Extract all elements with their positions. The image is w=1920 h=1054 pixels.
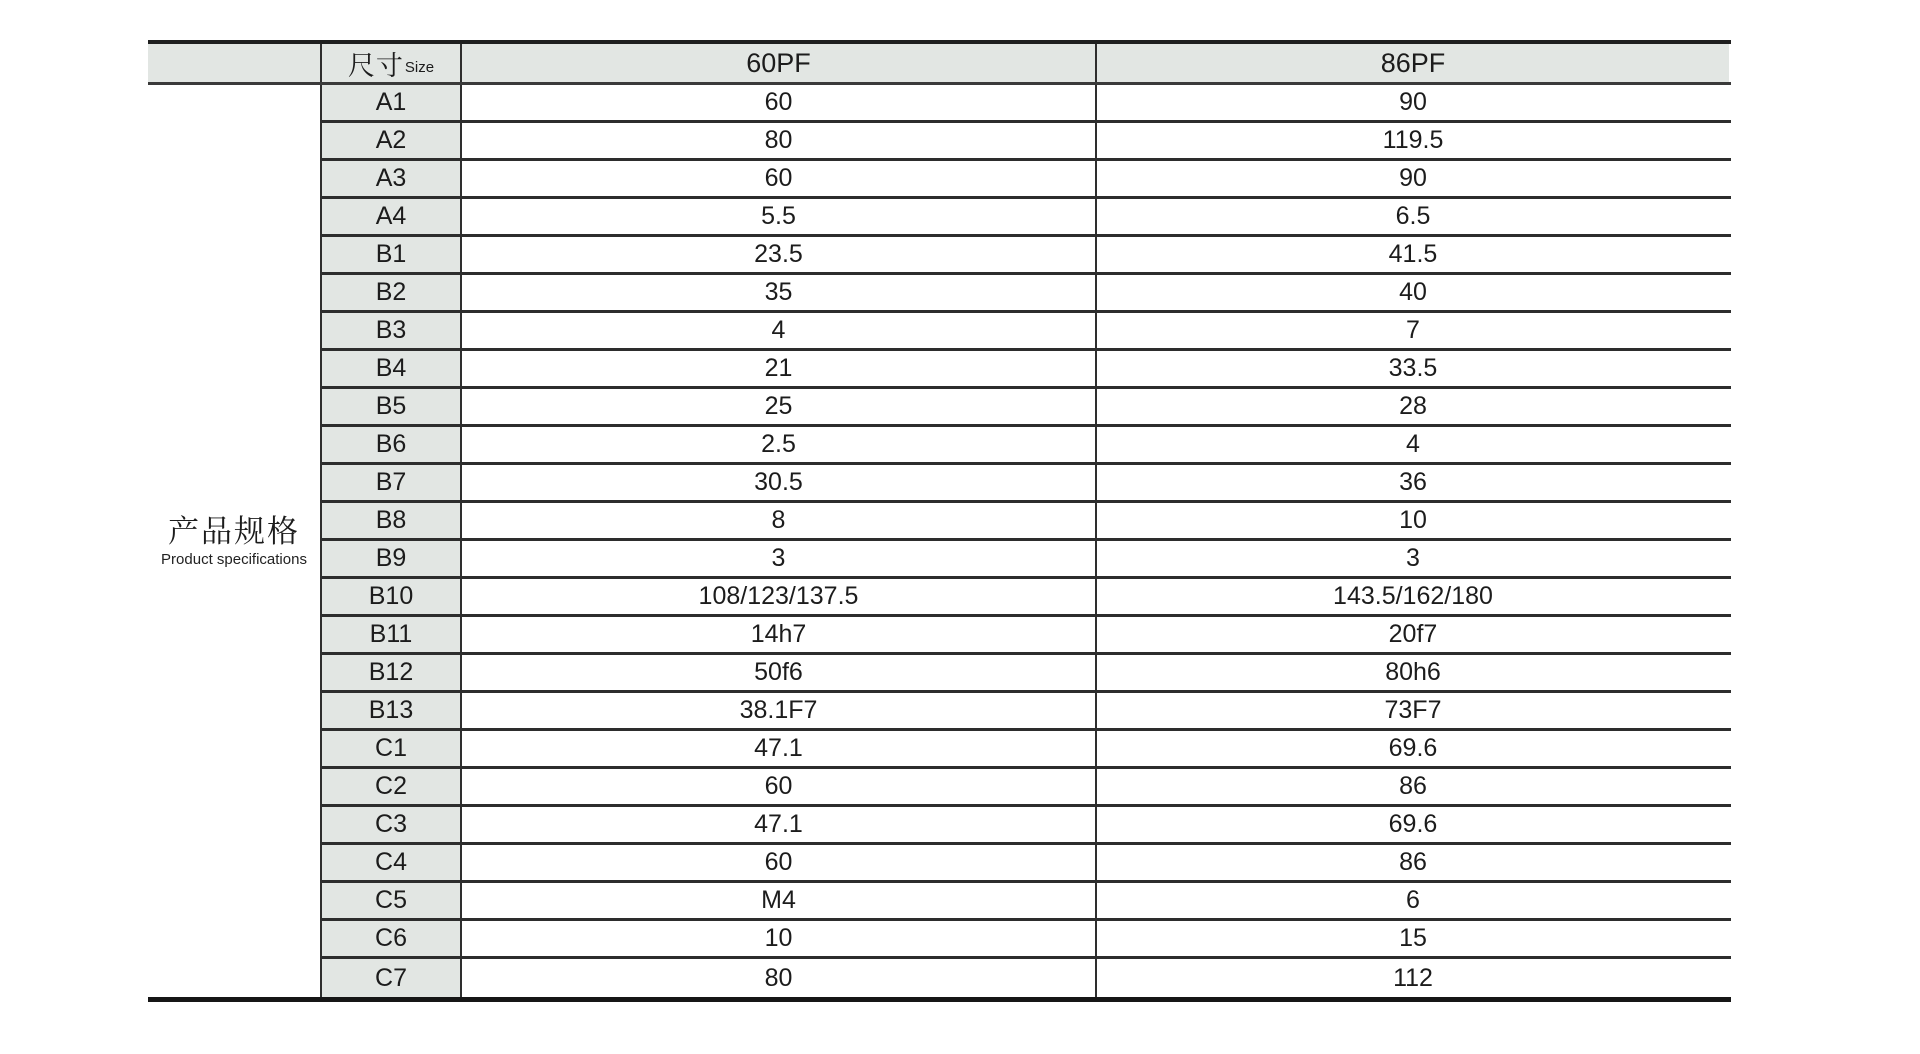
value-60pf-cell: 47.1 (462, 731, 1097, 766)
row-label-cell: B13 (322, 693, 462, 728)
value-86pf-cell: 73F7 (1097, 693, 1729, 728)
table-row (322, 845, 1731, 883)
product-spec-label-zh: 产品规格 (168, 513, 300, 549)
value-60pf-cell: 80 (462, 959, 1097, 997)
value-60pf-cell: M4 (462, 883, 1097, 918)
value-86pf-cell: 143.5/162/180 (1097, 579, 1729, 614)
value-86pf-cell: 40 (1097, 275, 1729, 310)
table-body (148, 85, 1731, 997)
row-label-cell: B4 (322, 351, 462, 386)
value-86pf-cell: 36 (1097, 465, 1729, 500)
value-86pf-cell: 41.5 (1097, 237, 1729, 272)
value-60pf-cell: 38.1F7 (462, 693, 1097, 728)
value-86pf-cell: 69.6 (1097, 807, 1729, 842)
table-row (322, 199, 1731, 237)
row-label-cell: B1 (322, 237, 462, 272)
header-60pf-cell: 60PF (462, 44, 1097, 82)
table-row (322, 655, 1731, 693)
table-row (322, 465, 1731, 503)
value-86pf-cell: 10 (1097, 503, 1729, 538)
value-60pf-cell: 60 (462, 161, 1097, 196)
header-size-zh: 尺寸 (347, 50, 404, 81)
value-60pf-cell: 5.5 (462, 199, 1097, 234)
table-row (322, 769, 1731, 807)
row-label-cell: B2 (322, 275, 462, 310)
table-row (322, 693, 1731, 731)
value-60pf-cell: 47.1 (462, 807, 1097, 842)
value-86pf-cell: 28 (1097, 389, 1729, 424)
table-row (322, 275, 1731, 313)
row-label-cell: B11 (322, 617, 462, 652)
table-row (322, 237, 1731, 275)
value-86pf-cell: 7 (1097, 313, 1729, 348)
table-row (322, 617, 1731, 655)
value-60pf-cell: 80 (462, 123, 1097, 158)
table-row (322, 503, 1731, 541)
header-corner-cell (148, 44, 322, 82)
spec-table (148, 40, 1731, 1002)
row-label-cell: A3 (322, 161, 462, 196)
row-label-cell: B8 (322, 503, 462, 538)
value-60pf-cell: 10 (462, 921, 1097, 956)
row-label-cell: B12 (322, 655, 462, 690)
row-label-cell: C2 (322, 769, 462, 804)
row-label-cell: C5 (322, 883, 462, 918)
table-row (322, 541, 1731, 579)
table-row (322, 313, 1731, 351)
table-header-row (148, 44, 1731, 85)
row-label-cell: B7 (322, 465, 462, 500)
value-86pf-cell: 119.5 (1097, 123, 1729, 158)
row-label-cell: C1 (322, 731, 462, 766)
header-size-en: Size (404, 58, 435, 76)
table-row (322, 85, 1731, 123)
value-86pf-cell: 90 (1097, 161, 1729, 196)
table-row (322, 731, 1731, 769)
table-row (322, 921, 1731, 959)
row-label-cell: A2 (322, 123, 462, 158)
value-60pf-cell: 30.5 (462, 465, 1097, 500)
value-60pf-cell: 60 (462, 845, 1097, 880)
row-label-cell: A4 (322, 199, 462, 234)
value-86pf-cell: 15 (1097, 921, 1729, 956)
value-86pf-cell: 20f7 (1097, 617, 1729, 652)
row-label-cell: C6 (322, 921, 462, 956)
table-row (322, 351, 1731, 389)
product-spec-label (148, 85, 322, 997)
value-60pf-cell: 21 (462, 351, 1097, 386)
value-86pf-cell: 112 (1097, 959, 1729, 997)
row-label-cell: A1 (322, 85, 462, 120)
value-86pf-cell: 6 (1097, 883, 1729, 918)
value-86pf-cell: 3 (1097, 541, 1729, 576)
value-60pf-cell: 4 (462, 313, 1097, 348)
value-60pf-cell: 2.5 (462, 427, 1097, 462)
value-86pf-cell: 90 (1097, 85, 1729, 120)
table-rows (322, 85, 1731, 997)
value-60pf-cell: 50f6 (462, 655, 1097, 690)
table-row (322, 579, 1731, 617)
value-60pf-cell: 3 (462, 541, 1097, 576)
value-60pf-cell: 60 (462, 85, 1097, 120)
table-row (322, 123, 1731, 161)
header-86pf-cell: 86PF (1097, 44, 1729, 82)
product-spec-label-en: Product specifications (161, 551, 307, 569)
row-label-cell: B9 (322, 541, 462, 576)
row-label-cell: C7 (322, 959, 462, 997)
value-60pf-cell: 25 (462, 389, 1097, 424)
value-86pf-cell: 69.6 (1097, 731, 1729, 766)
table-row (322, 389, 1731, 427)
header-size-cell (322, 44, 462, 82)
table-row (322, 883, 1731, 921)
value-86pf-cell: 33.5 (1097, 351, 1729, 386)
table-row (322, 959, 1731, 997)
row-label-cell: B3 (322, 313, 462, 348)
value-60pf-cell: 60 (462, 769, 1097, 804)
value-60pf-cell: 14h7 (462, 617, 1097, 652)
row-label-cell: B6 (322, 427, 462, 462)
table-row (322, 427, 1731, 465)
table-row (322, 807, 1731, 845)
row-label-cell: B5 (322, 389, 462, 424)
value-60pf-cell: 8 (462, 503, 1097, 538)
row-label-cell: C4 (322, 845, 462, 880)
value-86pf-cell: 86 (1097, 845, 1729, 880)
value-60pf-cell: 35 (462, 275, 1097, 310)
value-86pf-cell: 80h6 (1097, 655, 1729, 690)
value-86pf-cell: 4 (1097, 427, 1729, 462)
table-row (322, 161, 1731, 199)
value-86pf-cell: 86 (1097, 769, 1729, 804)
value-86pf-cell: 6.5 (1097, 199, 1729, 234)
value-60pf-cell: 108/123/137.5 (462, 579, 1097, 614)
value-60pf-cell: 23.5 (462, 237, 1097, 272)
row-label-cell: C3 (322, 807, 462, 842)
row-label-cell: B10 (322, 579, 462, 614)
